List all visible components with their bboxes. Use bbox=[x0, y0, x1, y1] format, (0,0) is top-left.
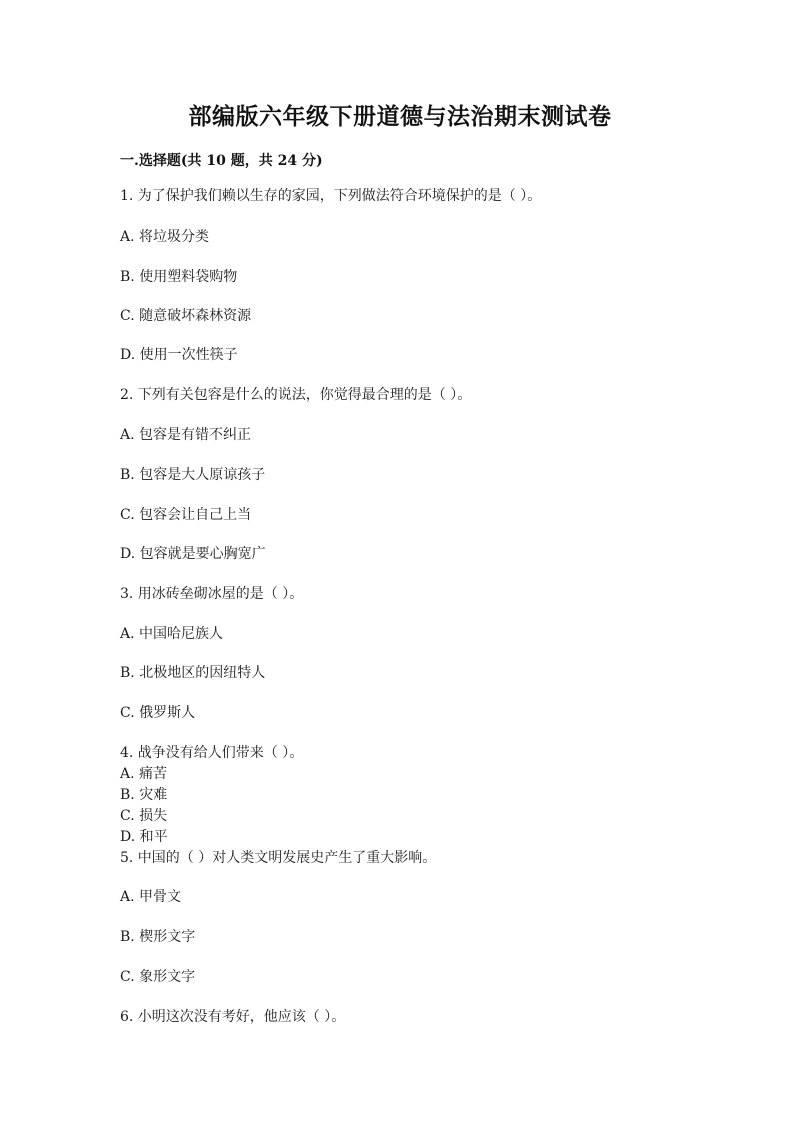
question-1-option-c: C. 随意破坏森林资源 bbox=[120, 308, 252, 324]
question-5-stem: 5. 中国的（ ）对人类文明发展史产生了重大影响。 bbox=[120, 850, 437, 866]
question-1-stem: 1. 为了保护我们赖以生存的家园，下列做法符合环境保护的是（ ）。 bbox=[120, 188, 542, 204]
question-2-option-c: C. 包容会让自己上当 bbox=[120, 507, 252, 523]
question-1-option-d: D. 使用一次性筷子 bbox=[120, 347, 238, 363]
question-5-option-b: B. 楔形文字 bbox=[120, 929, 196, 945]
question-6-stem: 6. 小明这次没有考好，他应该（ ）。 bbox=[120, 1009, 346, 1025]
question-4-option-b: B. 灾难 bbox=[120, 787, 168, 803]
question-4-option-a: A. 痛苦 bbox=[120, 766, 168, 782]
question-3-option-c: C. 俄罗斯人 bbox=[120, 705, 196, 721]
question-2-option-d: D. 包容就是要心胸宽广 bbox=[120, 546, 266, 562]
question-2-stem: 2. 下列有关包容是什么的说法，你觉得最合理的是（ ）。 bbox=[120, 387, 472, 403]
question-3-stem: 3. 用冰砖垒砌冰屋的是（ ）。 bbox=[120, 586, 304, 602]
section-header: 一.选择题(共 10 题，共 24 分) bbox=[120, 153, 323, 169]
question-4-option-d: D. 和平 bbox=[120, 829, 168, 845]
question-2-option-a: A. 包容是有错不纠正 bbox=[120, 427, 252, 443]
question-1-option-a: A. 将垃圾分类 bbox=[120, 229, 210, 245]
question-4-stem: 4. 战争没有给人们带来（ ）。 bbox=[120, 745, 304, 761]
question-5-option-a: A. 甲骨文 bbox=[120, 889, 182, 905]
question-5-option-c: C. 象形文字 bbox=[120, 969, 196, 985]
page-title: 部编版六年级下册道德与法治期末测试卷 bbox=[188, 103, 612, 130]
question-2-option-b: B. 包容是大人原谅孩子 bbox=[120, 467, 266, 483]
question-3-option-a: A. 中国哈尼族人 bbox=[120, 626, 224, 642]
question-1-option-b: B. 使用塑料袋购物 bbox=[120, 269, 238, 285]
question-3-option-b: B. 北极地区的因纽特人 bbox=[120, 665, 266, 681]
question-4-option-c: C. 损失 bbox=[120, 808, 168, 824]
